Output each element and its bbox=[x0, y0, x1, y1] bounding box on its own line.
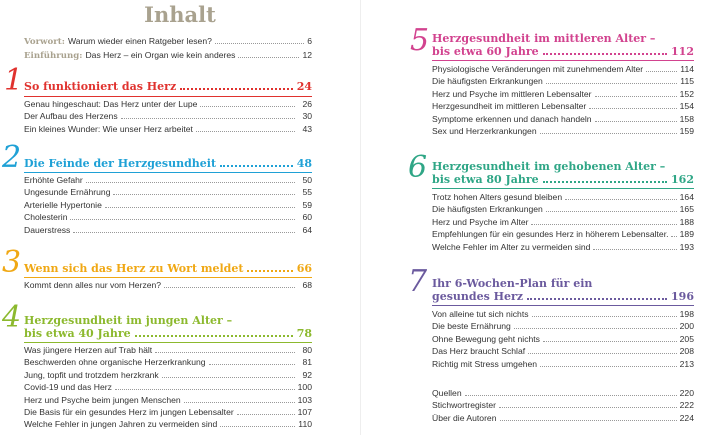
toc-entry[interactable] bbox=[24, 111, 312, 123]
entry-page: 107 bbox=[297, 406, 312, 417]
dot-leader bbox=[180, 87, 292, 90]
dot-leader bbox=[465, 394, 677, 396]
entry-text: Welche Fehler in jungen Jahren zu vermeiden sind bbox=[24, 419, 218, 430]
entry-text: Das Herz braucht Schlaf bbox=[432, 346, 526, 357]
dot-leader bbox=[184, 401, 295, 403]
toc-entry[interactable] bbox=[24, 382, 312, 394]
entry-text: Quellen bbox=[432, 388, 462, 398]
entry-page: 158 bbox=[679, 113, 694, 124]
intro-row bbox=[24, 50, 312, 64]
chapter-rule bbox=[432, 188, 694, 189]
chapter-title-line: bis etwa 80 Jahre bbox=[432, 173, 539, 186]
dot-leader bbox=[532, 315, 677, 317]
toc-entry[interactable] bbox=[432, 89, 694, 101]
intro-page: 6 bbox=[307, 36, 312, 46]
toc-entry[interactable] bbox=[432, 114, 694, 126]
entry-text: Beschwerden ohne organische Herzerkrankung bbox=[24, 357, 206, 368]
entry-page: 222 bbox=[679, 400, 694, 411]
entry-text: Die Basis für ein gesundes Herz im jungen Lebensalter bbox=[24, 406, 234, 417]
dot-leader bbox=[215, 43, 304, 44]
toc-entry[interactable] bbox=[24, 200, 312, 212]
chapter-page: 78 bbox=[296, 327, 312, 340]
entry-text: Ungesunde Ernährung bbox=[24, 187, 111, 198]
entry-text: Der Aufbau des Herzens bbox=[24, 111, 118, 122]
entry-page: 224 bbox=[679, 412, 694, 423]
chapter-title-line: gesundes Herz bbox=[432, 290, 524, 303]
dot-leader bbox=[237, 413, 295, 415]
toc-entry[interactable] bbox=[24, 187, 312, 199]
chapter-title[interactable] bbox=[432, 277, 694, 303]
entry-text: Die beste Ernährung bbox=[432, 321, 511, 332]
toc-entry[interactable] bbox=[432, 101, 694, 113]
dot-leader bbox=[546, 82, 677, 84]
entry-page: 50 bbox=[302, 175, 312, 185]
dot-leader bbox=[546, 210, 677, 212]
entry-text: Cholesterin bbox=[24, 212, 68, 223]
dot-leader bbox=[540, 132, 677, 134]
dot-leader bbox=[565, 198, 677, 200]
chapter-title-line: Herzgesundheit im mittleren Alter – bbox=[432, 32, 656, 45]
chapter-entries bbox=[24, 99, 312, 136]
entry-text: Von alleine tut sich nichts bbox=[432, 309, 529, 319]
appendix-entries bbox=[432, 388, 694, 425]
toc-entry[interactable] bbox=[24, 99, 312, 111]
entry-text: Richtig mit Stress umgehen bbox=[432, 358, 538, 369]
chapter-rule bbox=[24, 277, 312, 278]
dot-leader bbox=[155, 351, 295, 353]
toc-entry[interactable] bbox=[432, 309, 694, 321]
dot-leader bbox=[646, 70, 677, 72]
toc-entry[interactable] bbox=[432, 359, 694, 371]
entry-text: Welche Fehler im Alter zu vermeiden sind bbox=[432, 241, 591, 252]
chapter-page: 112 bbox=[671, 45, 694, 58]
entry-text: Empfehlungen für ein gesundes Herz in höherem Lebensalter. bbox=[432, 229, 669, 240]
toc-entry[interactable] bbox=[24, 357, 312, 369]
dot-leader bbox=[86, 181, 295, 183]
dot-leader bbox=[528, 352, 677, 354]
toc-entry[interactable] bbox=[432, 229, 694, 241]
toc-entry[interactable] bbox=[432, 192, 694, 204]
page-title: Inhalt bbox=[144, 2, 216, 27]
chapter-page: 48 bbox=[296, 157, 312, 170]
toc-entry[interactable] bbox=[24, 370, 312, 382]
chapter-title[interactable] bbox=[24, 157, 312, 170]
toc-entry[interactable] bbox=[24, 225, 312, 237]
chapter-number: 4 bbox=[2, 300, 22, 335]
chapter-rule bbox=[432, 60, 694, 61]
dot-leader bbox=[540, 365, 677, 367]
chapter-title[interactable] bbox=[24, 314, 312, 340]
entry-text: Arterielle Hypertonie bbox=[24, 199, 102, 210]
entry-page: 154 bbox=[679, 101, 694, 112]
dot-leader bbox=[543, 52, 667, 55]
chapter-title-line: Herzgesundheit im gehobenen Alter – bbox=[432, 160, 666, 173]
chapter-entries bbox=[432, 64, 694, 138]
entry-page: 26 bbox=[302, 99, 312, 109]
dot-leader bbox=[499, 406, 677, 408]
entry-page: 200 bbox=[679, 321, 694, 332]
entry-page: 59 bbox=[302, 199, 312, 210]
dot-leader bbox=[135, 334, 293, 337]
entry-page: 100 bbox=[297, 382, 312, 393]
dot-leader bbox=[247, 269, 292, 272]
toc-entry[interactable] bbox=[24, 124, 312, 136]
dot-leader bbox=[220, 425, 295, 427]
chapter-entries bbox=[24, 175, 312, 237]
toc-entry[interactable] bbox=[432, 413, 694, 425]
chapter-number: 1 bbox=[4, 63, 24, 98]
entry-text: Die häufigsten Erkrankungen bbox=[432, 204, 543, 215]
entry-page: 198 bbox=[679, 309, 694, 319]
toc-entry[interactable] bbox=[24, 175, 312, 187]
chapter-title[interactable] bbox=[24, 80, 312, 93]
entry-text: Ohne Bewegung geht nichts bbox=[432, 333, 540, 344]
entry-page: 110 bbox=[298, 419, 312, 430]
toc-entry[interactable] bbox=[432, 126, 694, 138]
chapter-title-line: Herzgesundheit im jungen Alter – bbox=[24, 314, 233, 327]
entry-page: 103 bbox=[297, 394, 312, 405]
entry-page: 164 bbox=[679, 192, 694, 202]
dot-leader bbox=[500, 419, 677, 421]
dot-leader bbox=[543, 340, 677, 342]
toc-entry[interactable] bbox=[432, 334, 694, 346]
dot-leader bbox=[70, 218, 295, 220]
dot-leader bbox=[113, 193, 295, 195]
dot-leader bbox=[589, 107, 676, 109]
dot-leader bbox=[531, 223, 676, 225]
entry-text: Herzgesundheit im mittleren Lebensalter bbox=[432, 101, 587, 112]
toc-entry[interactable] bbox=[24, 345, 312, 357]
right-page bbox=[360, 0, 720, 435]
dot-leader bbox=[220, 164, 293, 167]
chapter-entries bbox=[24, 280, 312, 292]
entry-page: 205 bbox=[679, 333, 694, 344]
entry-page: 213 bbox=[679, 358, 694, 369]
dot-leader bbox=[196, 130, 295, 132]
entry-text: Genau hingeschaut: Das Herz unter der Lupe bbox=[24, 99, 198, 109]
entry-page: 80 bbox=[302, 345, 312, 355]
entry-text: Stichwortregister bbox=[432, 400, 496, 411]
chapter-rule bbox=[24, 96, 312, 97]
toc-entry[interactable] bbox=[24, 395, 312, 407]
intro-section bbox=[24, 36, 312, 64]
dot-leader bbox=[593, 248, 676, 250]
dot-leader bbox=[543, 180, 667, 183]
chapter-title[interactable] bbox=[432, 32, 694, 58]
entry-text: Trotz hohen Alters gesund bleiben bbox=[432, 192, 563, 202]
entry-page: 165 bbox=[679, 204, 694, 215]
entry-page: 64 bbox=[302, 224, 312, 235]
toc-entry[interactable] bbox=[432, 346, 694, 358]
toc-entry[interactable] bbox=[24, 280, 312, 292]
chapter-title[interactable] bbox=[432, 160, 694, 186]
toc-entry[interactable] bbox=[432, 217, 694, 229]
entry-text: Symptome erkennen und danach handeln bbox=[432, 113, 592, 124]
toc-entry[interactable] bbox=[432, 242, 694, 254]
entry-page: 220 bbox=[679, 388, 694, 398]
entry-text: Covid-19 und das Herz bbox=[24, 382, 112, 393]
dot-leader bbox=[671, 235, 676, 237]
entry-page: 114 bbox=[680, 64, 694, 74]
entry-page: 43 bbox=[302, 123, 312, 134]
dot-leader bbox=[121, 117, 295, 119]
toc-entry[interactable] bbox=[24, 212, 312, 224]
dot-leader bbox=[162, 376, 295, 378]
intro-row bbox=[24, 36, 312, 50]
chapter-entries bbox=[432, 192, 694, 254]
chapter-rule bbox=[24, 342, 312, 343]
dot-leader bbox=[164, 286, 295, 288]
entry-text: Jung, topfit und trotzdem herzkrank bbox=[24, 369, 159, 380]
entry-page: 55 bbox=[302, 187, 312, 198]
chapter-page: 196 bbox=[671, 290, 694, 303]
chapter-title-line: Die Feinde der Herzgesundheit bbox=[24, 157, 217, 170]
entry-page: 159 bbox=[679, 125, 694, 136]
intro-text: Warum wieder einen Ratgeber lesen? bbox=[67, 36, 212, 46]
intro-text: Das Herz – ein Organ wie kein anderes bbox=[85, 50, 236, 60]
chapter-number: 7 bbox=[408, 264, 428, 299]
chapter-entries bbox=[432, 309, 694, 371]
chapter-entries bbox=[24, 345, 312, 432]
entry-page: 152 bbox=[679, 88, 694, 99]
toc-entry[interactable] bbox=[432, 76, 694, 88]
entry-page: 115 bbox=[680, 76, 694, 87]
entry-text: Erhöhte Gefahr bbox=[24, 175, 83, 185]
entry-text: Sex und Herzerkrankungen bbox=[432, 125, 537, 136]
chapter-title-line: Ihr 6-Wochen-Plan für ein bbox=[432, 277, 593, 290]
chapter-title-line: So funktioniert das Herz bbox=[24, 80, 177, 93]
entry-text: Die häufigsten Erkrankungen bbox=[432, 76, 543, 87]
chapter-title-line: bis etwa 60 Jahre bbox=[432, 45, 539, 58]
chapter-page: 24 bbox=[296, 80, 312, 93]
dot-leader bbox=[200, 105, 295, 107]
toc-entry[interactable] bbox=[432, 64, 694, 76]
entry-text: Herz und Psyche im mittleren Lebensalter bbox=[432, 88, 592, 99]
entry-page: 189 bbox=[679, 229, 694, 240]
toc-entry[interactable] bbox=[432, 321, 694, 333]
toc-entry[interactable] bbox=[432, 388, 694, 400]
chapter-number: 3 bbox=[2, 245, 22, 280]
entry-text: Über die Autoren bbox=[432, 412, 497, 423]
entry-page: 188 bbox=[679, 216, 694, 227]
dot-leader bbox=[595, 120, 677, 122]
chapter-title-line: bis etwa 40 Jahre bbox=[24, 327, 131, 340]
entry-page: 208 bbox=[679, 346, 694, 357]
entry-text: Ein kleines Wunder: Wie unser Herz arbeitet bbox=[24, 123, 193, 134]
chapter-number: 2 bbox=[2, 140, 22, 175]
dot-leader bbox=[105, 206, 295, 208]
intro-label: Einführung: bbox=[24, 51, 83, 61]
entry-text: Was jüngere Herzen auf Trab hält bbox=[24, 345, 153, 355]
dot-leader bbox=[238, 57, 299, 58]
chapter-number: 6 bbox=[408, 150, 428, 185]
toc-entry[interactable] bbox=[432, 204, 694, 216]
dot-leader bbox=[527, 297, 667, 300]
dot-leader bbox=[73, 231, 295, 233]
entry-page: 92 bbox=[302, 369, 312, 380]
toc-entry[interactable] bbox=[432, 400, 694, 412]
chapter-title-line: Wenn sich das Herz zu Wort meldet bbox=[24, 262, 244, 275]
chapter-rule bbox=[432, 305, 694, 306]
entry-text: Herz und Psyche im Alter bbox=[432, 216, 529, 227]
entry-page: 81 bbox=[302, 357, 312, 368]
entry-text: Physiologische Veränderungen mit zunehmendem Alter bbox=[432, 64, 644, 74]
toc-entry[interactable] bbox=[24, 407, 312, 419]
toc-entry[interactable] bbox=[24, 419, 312, 431]
dot-leader bbox=[209, 363, 295, 365]
entry-page: 193 bbox=[679, 241, 694, 252]
dot-leader bbox=[595, 95, 677, 97]
chapter-page: 66 bbox=[296, 262, 312, 275]
entry-page: 60 bbox=[302, 212, 312, 223]
intro-page: 12 bbox=[302, 50, 312, 60]
chapter-rule bbox=[24, 172, 312, 173]
chapter-title[interactable] bbox=[24, 262, 312, 275]
entry-text: Herz und Psyche beim jungen Menschen bbox=[24, 394, 181, 405]
intro-label: Vorwort: bbox=[24, 37, 65, 47]
chapter-page: 162 bbox=[671, 173, 694, 186]
entry-text: Kommt denn alles nur vom Herzen? bbox=[24, 280, 162, 290]
chapter-number: 5 bbox=[410, 23, 430, 58]
entry-page: 68 bbox=[302, 280, 312, 290]
entry-text: Dauerstress bbox=[24, 224, 71, 235]
entry-page: 30 bbox=[302, 111, 312, 122]
dot-leader bbox=[115, 388, 295, 390]
dot-leader bbox=[514, 327, 677, 329]
